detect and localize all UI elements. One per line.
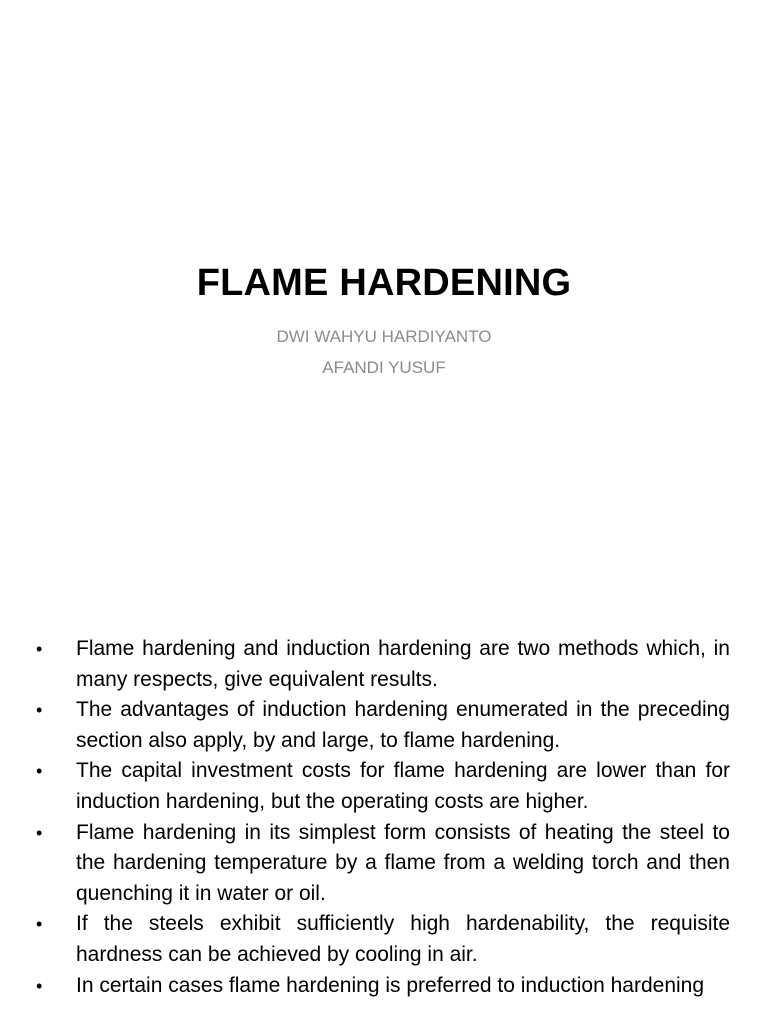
list-item: [36, 756, 730, 817]
bullet-icon: •: [36, 822, 43, 843]
bullet-icon: •: [36, 639, 43, 659]
bullet-text: Flame hardening and induction hardening are two methods which, in many respects, give equivalent results.: [76, 637, 730, 691]
bullet-icon: •: [36, 975, 43, 996]
bullet-icon: •: [36, 761, 43, 782]
list-item: [36, 818, 730, 910]
bullet-text: Flame hardening in its simplest form consists of heating the steel to the hardening temperature by a flame from a welding torch and then quenching it in water or oil.: [76, 820, 730, 905]
bullet-text: If the steels exhibit sufficiently high hardenability, the requisite hardness can be achieved by cooling in air.: [76, 912, 730, 966]
bullet-icon: •: [36, 700, 43, 721]
author-name: AFANDI YUSUF: [322, 358, 446, 377]
list-item: [36, 634, 730, 695]
list-item: [36, 909, 730, 970]
author-name: DWI WAHYU HARDIYANTO: [276, 327, 492, 346]
bullet-text: In certain cases flame hardening is preferred to induction hardening: [76, 973, 705, 997]
bullet-text: The capital investment costs for flame hardening are lower than for induction hardening, but the operating costs are higher.: [76, 759, 730, 813]
list-item: [36, 971, 730, 1002]
page-title: FLAME HARDENING: [196, 262, 572, 304]
bullet-list: [0, 634, 768, 1001]
author-list: [0, 321, 768, 383]
bullet-icon: •: [36, 914, 43, 935]
list-item: [36, 695, 730, 756]
content-slide: [0, 634, 768, 1024]
title-slide: [0, 262, 768, 383]
bullet-text: The advantages of induction hardening enumerated in the preceding section also apply, by and large, to flame hardening.: [76, 698, 730, 752]
